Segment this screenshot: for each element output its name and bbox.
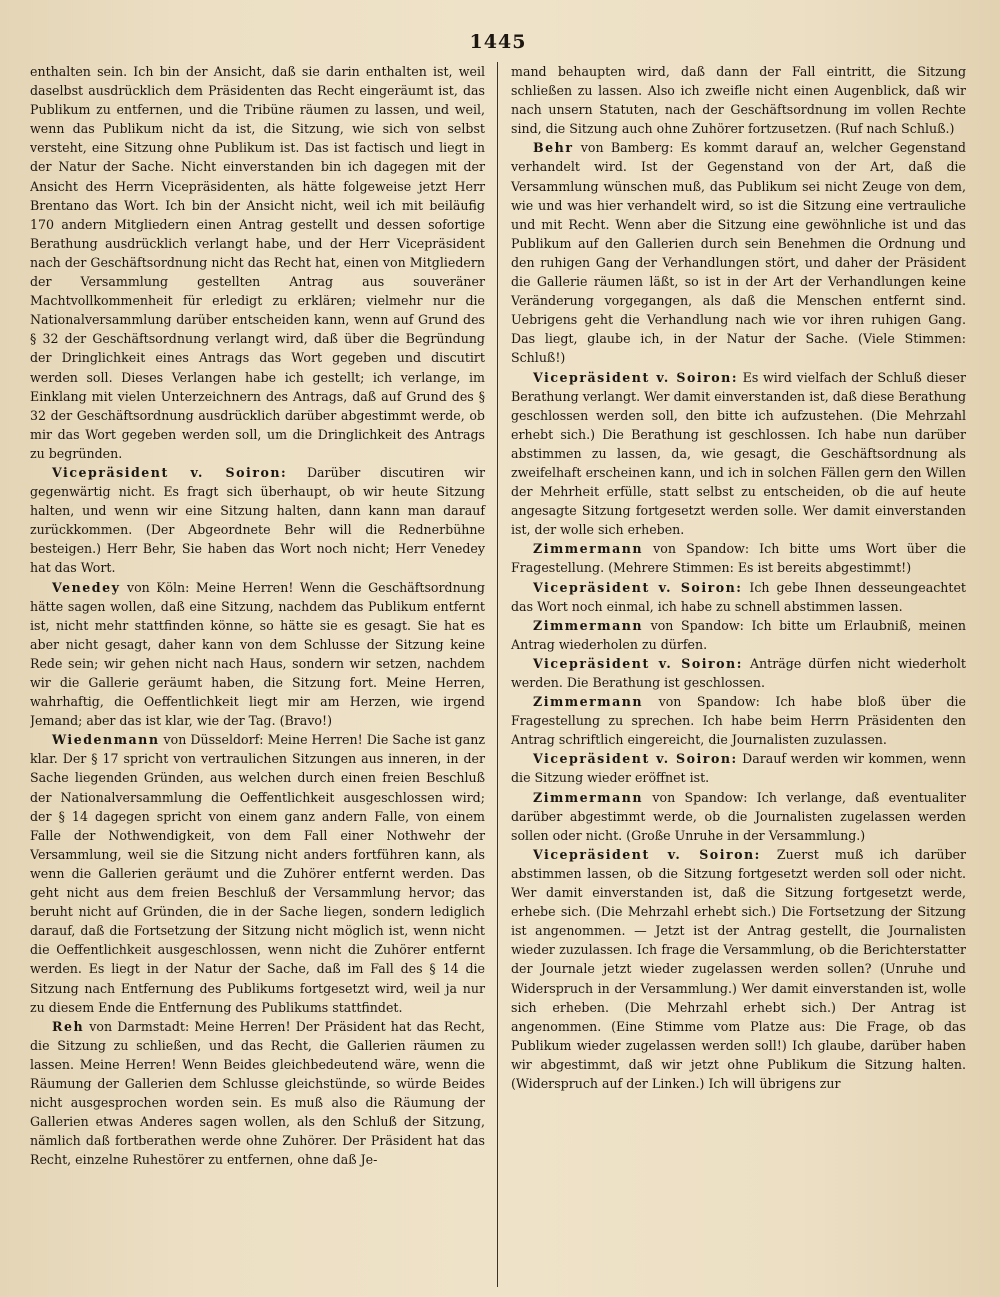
paragraph-text: von Düsseldorf: Meine Herren! Die Sache ist ganz klar. Der § 17 spricht von vertraulichen Sitzungen aus inneren, in der Sache liegenden Gründen, aus welchen durch einen freien Beschluß der Nationalversammlung die Oeffentlichkeit ausgeschlossen wird; der § 14 dagegen spricht von einem ganz andern Falle, von einem Falle der Nothwendigkeit, von dem Fall einer Nothwehr der Versammlung, weil sie die Sitzung nicht anders fortführen kann, als wenn die Gallerien geräumt und die Zuhörer entfernt werden. Das geht nicht aus dem freien Beschluß der Versammlung hervor; das beruht nicht auf Gründen, die in der Sache liegen, sondern lediglich darauf, daß die Fortsetzung der Sitzung nicht möglich ist, wenn nicht die Oeffentlichkeit ausgeschlossen, wenn nicht die Zuhörer entfernt werden. Es liegt in der Natur der Sache, daß im Fall des § 14 die Sitzung nach Entfernung des Publikums fortgesetzt wird, weil ja nur zu diesem Ende die Entfernung des Publikums stattfindet. — [30, 732, 485, 1015]
speaker-name: Venedey — [52, 579, 121, 595]
left-column — [30, 62, 485, 1287]
paragraph — [511, 845, 966, 1093]
paragraph — [511, 788, 966, 845]
paragraph-text: von Spandow: Ich bitte ums Wort über die Fragestellung. (Mehrere Stimmen: Es ist bereits abgestimmt!) — [511, 541, 966, 576]
paragraph-text: Es wird vielfach der Schluß dieser Berathung verlangt. Wer damit einverstanden ist, daß diese Berathung geschlossen werden soll, den bitte ich aufzustehen. (Die Mehrzahl erhebt sich.) Die Berathung ist geschlossen. Ich habe nun darüber abstimmen zu lassen, da, wie gesagt, die Geschäftsordnung als zweifelhaft erscheinen kann, und ich in solchen Fällen gern den Willen der Mehrheit erfülle, statt selbst zu entscheiden, ob die auf heute angesagte Sitzung fortgesetzt werden solle. Wer damit einverstanden ist, der wolle sich erheben. — [511, 369, 966, 538]
paragraph-text: von Köln: Meine Herren! Wenn die Geschäftsordnung hätte sagen wollen, daß eine Sitzung, nachdem das Publikum entfernt ist, nicht mehr stattfinden könne, so hätte sie es gesagt. Sie hat es aber nicht gesagt, daher kann von dem Schlusse der Sitzung keine Rede sein; wir gehen nicht nach Haus, sondern wir setzen, nachdem wir die Gallerie geräumt haben, die Sitzung fort. Meine Herren, wahrhaftig, die Oeffentlichkeit liegt mir am Herzen, wie irgend Jemand; aber das ist klar, wie der Tag. (Bravo!) — [30, 579, 485, 729]
speaker-name: Zimmermann — [533, 789, 644, 805]
speaker-name: Zimmermann — [533, 541, 644, 557]
paragraph — [30, 1017, 485, 1170]
paragraph — [511, 539, 966, 577]
column-divider — [497, 62, 498, 1287]
speaker-name: Behr — [533, 140, 574, 156]
speaker-name: Zimmermann — [533, 617, 644, 633]
paragraph — [511, 749, 966, 787]
paragraph — [511, 578, 966, 616]
paragraph-text: von Spandow: Ich habe bloß über die Fragestellung zu sprechen. Ich habe beim Herrn Präsidenten den Antrag schriftlich eingereicht, die Journalisten zuzulassen. — [511, 694, 966, 748]
speaker-name: Vicepräsident v. Soiron: — [533, 369, 738, 385]
paragraph — [30, 730, 485, 1016]
paragraph — [511, 616, 966, 654]
paragraph-text: Ich gebe Ihnen desseungeachtet das Wort noch einmal, ich habe zu schnell abstimmen lassen. — [511, 579, 966, 614]
paragraph-text: mand behaupten wird, daß dann der Fall eintritt, die Sitzung schließen zu lassen. Also ich zweifle nicht einen Augenblick, daß wir nach unsern Statuten, nach der Geschäftsordnung im vollen Rechte sind, die Sitzung auch ohne Zuhörer fortzusetzen. (Ruf nach Schluß.) — [511, 64, 966, 137]
speaker-name: Vicepräsident v. Soiron: — [533, 751, 738, 767]
paragraph-text: enthalten sein. Ich bin der Ansicht, daß sie darin enthalten ist, weil daselbst ausdrücklich dem Präsidenten das Recht eingeräumt ist, das Publikum zu entfernen, und die Tribüne räumen zu lassen, und weil, wenn das Publikum nicht da ist, die Sitzung, wie sich von selbst versteht, eine Sitzung ohne Publikum ist. Das ist factisch und liegt in der Natur der Sache. Nicht einverstanden bin ich dagegen mit der Ansicht des Herrn Vicepräsidenten, als hätte folgeweise jetzt Herr Brentano das Wort. Ich bin der Ansicht nicht, weil ich mit beiläufig 170 andern Mitgliedern einen Antrag gestellt und dessen sofortige Berathung ausdrücklich verlangt habe, und der Herr Vicepräsident nach der Geschäftsordnung nicht das Recht hat, einen von Mitgliedern der Versammlung gestellten Antrag aus souveräner Machtvollkommenheit für erledigt zu erklären; vielmehr nur die Nationalversammlung darüber entscheiden kann, wenn auf Grund des § 32 der Geschäftsordnung verlangt wird, daß über die Begründung der Dringlichkeit eines Antrags das Wort gegeben und discutirt werden soll. Dieses Verlangen habe ich gestellt; ich verlange, im Einklang mit vielen Unterzeichnern des Antrags, daß auf Grund des § 32 der Geschäftsordnung ausdrücklich darüber abgestimmt werde, ob mir das Wort gegeben werden soll, um die Dringlichkeit des Antrags zu begründen. — [30, 64, 485, 461]
paragraph — [30, 463, 485, 578]
paragraph-text: von Spandow: Ich verlange, daß eventualiter darüber abgestimmt werde, ob die Journalisten zugelassen werden sollen oder nicht. (Große Unruhe in der Versammlung.) — [511, 789, 966, 843]
paragraph-text: Darauf werden wir kommen, wenn die Sitzung wieder eröffnet ist. — [511, 751, 966, 786]
paragraph — [511, 368, 966, 540]
page-number: 1445 — [469, 31, 527, 53]
speaker-name: Zimmermann — [533, 694, 644, 710]
paragraph-text: Zuerst muß ich darüber abstimmen lassen, ob die Sitzung fortgesetzt werden soll oder nicht. Wer damit einverstanden ist, daß die Sitzung fortgesetzt werde, erhebe sich. (Die Mehrzahl erhebt sich.) Die Fortsetzung der Sitzung ist angenommen. — Jetzt ist der Antrag gestellt, die Journalisten wieder zuzulassen. Ich frage die Versammlung, ob die Berichterstatter der Journale jetzt wieder zugelassen werden sollen? (Unruhe und Widerspruch in der Versammlung.) Wer damit einverstanden ist, wolle sich erheben. (Die Mehrzahl erhebt sich.) Der Antrag ist angenommen. (Eine Stimme vom Platze aus: Die Frage, ob das Publikum wieder zugelassen werden soll!) Ich glaube, darüber haben wir abgestimmt, daß wir jetzt ohne Publikum die Sitzung halten. (Widerspruch auf der Linken.) Ich will übrigens zur — [511, 846, 966, 1091]
paragraph — [511, 138, 966, 367]
right-column — [511, 62, 966, 1287]
speaker-name: Vicepräsident v. Soiron: — [533, 579, 743, 595]
paragraph — [511, 692, 966, 749]
speaker-name: Vicepräsident v. Soiron: — [533, 846, 761, 862]
speaker-name: Vicepräsident v. Soiron: — [533, 655, 743, 671]
text-columns — [30, 62, 966, 1287]
speaker-name: Wiedenmann — [52, 732, 160, 748]
paragraph-text: von Bamberg: Es kommt darauf an, welcher Gegenstand verhandelt wird. Ist der Gegenstand von der Art, daß die Versammlung wünschen muß, das Publikum sei nicht Zeuge von dem, wie und was hier verhandelt wird, so ist die Sitzung eine vertrauliche und mit Recht. Wenn aber die Sitzung eine gewöhnliche ist und das Publikum auf den Gallerien durch sein Benehmen die Ordnung und den ruhigen Gang der Verhandlungen stört, und daher der Präsident die Gallerie räumen läßt, so ist in der Art der Verhandlungen keine Veränderung vorgegangen, als daß die Menschen entfernt sind. Uebrigens geht die Verhandlung nach wie vor ihren ruhigen Gang. Das liegt, glaube ich, in der Natur der Sache. (Viele Stimmen: Schluß!) — [511, 140, 966, 366]
paragraph — [511, 654, 966, 692]
paragraph — [30, 578, 485, 731]
speaker-name: Vicepräsident v. Soiron: — [52, 464, 288, 480]
speaker-name: Reh — [52, 1018, 85, 1034]
paragraph-text: Anträge dürfen nicht wiederholt werden. Die Berathung ist geschlossen. — [511, 655, 966, 690]
paragraph — [511, 62, 966, 138]
paragraph-text: von Spandow: Ich bitte um Erlaubniß, meinen Antrag wiederholen zu dürfen. — [511, 617, 966, 652]
paragraph-text: von Darmstadt: Meine Herren! Der Präsident hat das Recht, die Sitzung zu schließen, und das Recht, die Gallerien räumen zu lassen. Meine Herren! Wenn Beides gleichbedeutend wäre, wenn die Räumung der Gallerien dem Schlusse gleichstünde, so würde Beides nicht ausgesprochen worden sein. Es muß also die Räumung der Gallerien etwas Anderes sagen wollen, als den Schluß der Sitzung, nämlich daß fortberathen werde ohne Zuhörer. Der Präsident hat das Recht, einzelne Ruhestörer zu entfernen, ohne daß Je- — [30, 1018, 485, 1168]
paragraph-text: Darüber discutiren wir gegenwärtig nicht. Es fragt sich überhaupt, ob wir heute Sitzung halten, und wenn wir eine Sitzung halten, dann kann man darauf zurückkommen. (Der Abgeordnete Behr will die Rednerbühne besteigen.) Herr Behr, Sie haben das Wort noch nicht; Herr Venedey hat das Wort. — [30, 464, 486, 576]
paragraph — [30, 62, 485, 463]
